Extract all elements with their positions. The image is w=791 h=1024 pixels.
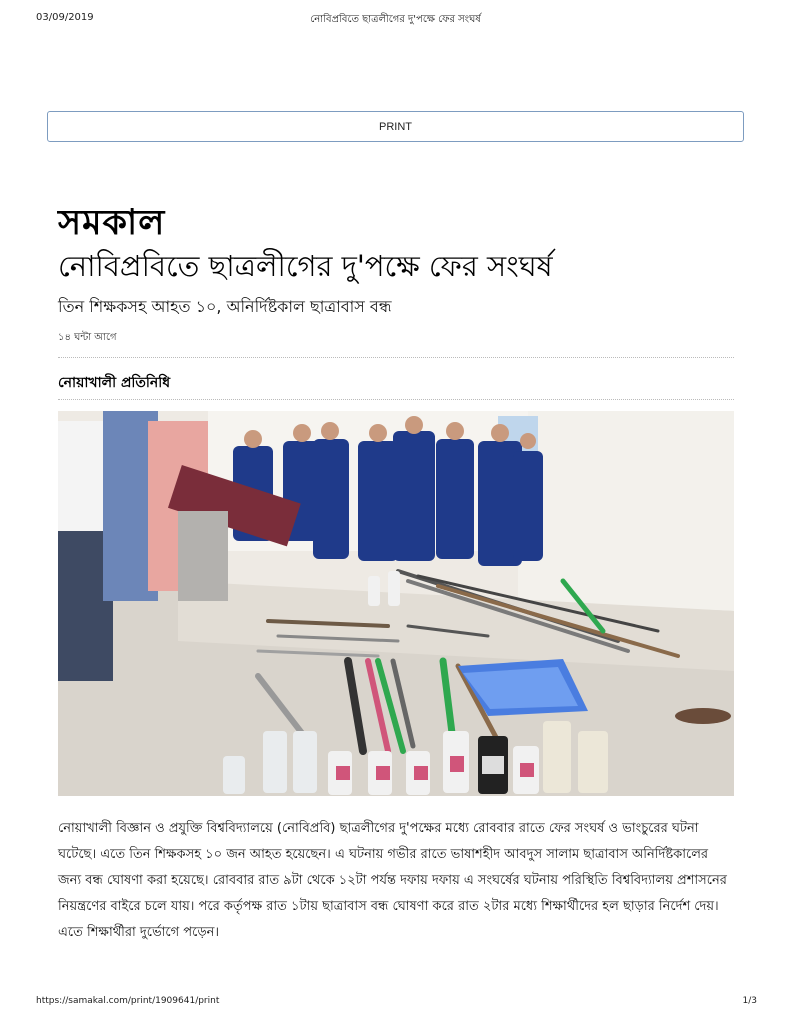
publish-time: ১৪ ঘন্টা আগে bbox=[58, 332, 117, 343]
article-photo bbox=[58, 411, 734, 796]
photo-illustration bbox=[58, 411, 734, 796]
divider-bottom bbox=[58, 399, 734, 400]
divider-top bbox=[58, 357, 734, 358]
article-body: নোয়াখালী বিজ্ঞান ও প্রযুক্তি বিশ্ববিদ্যালয়ে (নোবিপ্রবি) ছাত্রলীগের দু'পক্ষের মধ্যে রোববার রাতে ফের সংঘর্ষ ও ভাংচুরের ঘটনা ঘটেছে। এতে তিন শিক্ষকসহ ১০ জন আহত হয়েছেন। এ ঘটনায় গভীর রাতে ভাষাশহীদ আবদুস সালাম ছাত্রাবাস অনির্দিষ্টকালের জন্য বন্ধ ঘোষণা করা হয়েছে। রোববার রাত ৯টা থেকে ১২টা পর্যন্ত দফায় দফায় এ সংঘর্ষের ঘটনায় পরিস্থিতি বিশ্ববিদ্যালয় প্রশাসনের নিয়ন্ত্রণের বাইরে চলে যায়। পরে কর্তৃপক্ষ রাত ১টায় ছাত্রাবাস বন্ধ ঘোষণা করে রাত ২টার মধ্যে শিক্ষার্থীদের হল ছাড়ার নির্দেশ দেয়। এতে শিক্ষার্থীরা দুর্ভোগে পড়েন। bbox=[58, 821, 727, 940]
print-footer-url: https://samakal.com/print/1909641/print bbox=[36, 996, 220, 1006]
samakal-logo: সমকাল bbox=[58, 202, 166, 243]
print-button[interactable]: PRINT bbox=[47, 111, 744, 142]
article-byline: নোয়াখালী প্রতিনিধি bbox=[58, 375, 171, 391]
print-page-title: নোবিপ্রবিতে ছাত্রলীগের দু'পক্ষে ফের সংঘর্ষ bbox=[310, 14, 481, 25]
article-subheadline: তিন শিক্ষকসহ আহত ১০, অনির্দিষ্টকাল ছাত্রাবাস বন্ধ bbox=[58, 297, 392, 316]
print-page-number: 1/3 bbox=[742, 996, 757, 1006]
article-headline: নোবিপ্রবিতে ছাত্রলীগের দু'পক্ষে ফের সংঘর্ষ bbox=[58, 249, 553, 283]
print-date: 03/09/2019 bbox=[36, 12, 94, 23]
